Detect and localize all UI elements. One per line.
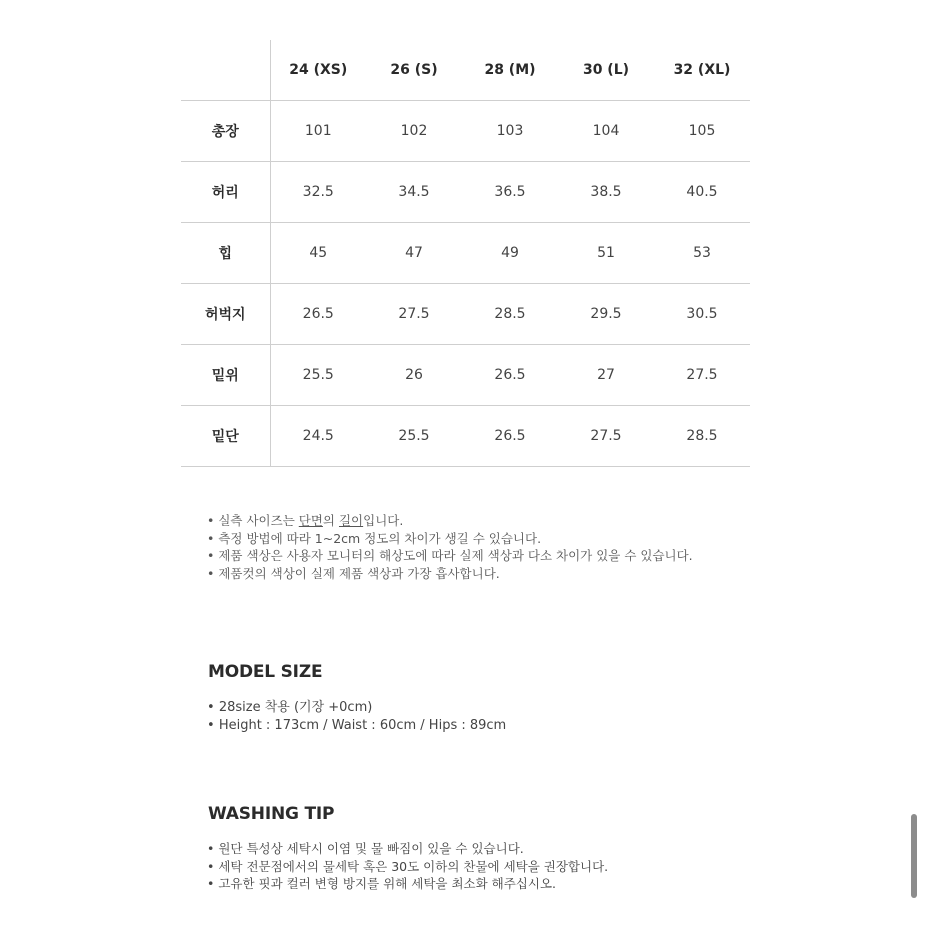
table-cell: 32.5 <box>270 162 366 223</box>
note-text: 실측 사이즈는 <box>218 513 299 528</box>
row-label: 밑단 <box>181 406 270 467</box>
washing-tip-item: • 세탁 전문점에서의 물세탁 혹은 30도 이하의 찬물에 세탁을 권장합니다. <box>207 858 608 876</box>
row-label: 밑위 <box>181 345 270 406</box>
table-cell: 47 <box>366 223 462 284</box>
table-cell: 28.5 <box>462 284 558 345</box>
note-underlined-text: 단면 <box>298 513 323 528</box>
table-cell: 104 <box>558 101 654 162</box>
size-header: 24 (XS) <box>270 40 366 101</box>
table-cell: 24.5 <box>270 406 366 467</box>
table-cell: 40.5 <box>654 162 750 223</box>
model-size-item: • 28size 착용 (기장 +0cm) <box>207 699 506 717</box>
table-row <box>181 101 750 162</box>
note-underlined-text: 길이 <box>338 513 364 528</box>
table-cell: 51 <box>558 223 654 284</box>
table-row <box>181 406 750 467</box>
table-row <box>181 345 750 406</box>
table-cell: 28.5 <box>654 406 750 467</box>
washing-tip-title: WASHING TIP <box>208 804 335 824</box>
table-cell: 53 <box>654 223 750 284</box>
table-cell: 27 <box>558 345 654 406</box>
table-cell: 36.5 <box>462 162 558 223</box>
table-cell: 27.5 <box>366 284 462 345</box>
table-cell: 49 <box>462 223 558 284</box>
size-table <box>181 40 750 467</box>
size-notes <box>207 512 693 582</box>
table-cell: 26.5 <box>462 406 558 467</box>
size-header: 28 (M) <box>462 40 558 101</box>
model-size-list <box>207 699 506 735</box>
table-cell: 101 <box>270 101 366 162</box>
table-cell: 27.5 <box>558 406 654 467</box>
size-header: 32 (XL) <box>654 40 750 101</box>
scrollbar-thumb[interactable] <box>911 814 917 898</box>
row-label: 허벅지 <box>181 284 270 345</box>
row-label: 허리 <box>181 162 270 223</box>
table-cell: 27.5 <box>654 345 750 406</box>
note-text: 의 <box>322 513 339 528</box>
table-cell: 102 <box>366 101 462 162</box>
table-cell: 45 <box>270 223 366 284</box>
table-cell: 25.5 <box>270 345 366 406</box>
note-item: • 측정 방법에 따라 1~2cm 정도의 차이가 생길 수 있습니다. <box>207 530 693 548</box>
table-row <box>181 162 750 223</box>
note-item: • 제품컷의 색상이 실제 제품 색상과 가장 흡사합니다. <box>207 565 693 583</box>
table-corner <box>181 40 270 101</box>
table-cell: 103 <box>462 101 558 162</box>
table-row <box>181 284 750 345</box>
table-cell: 26.5 <box>462 345 558 406</box>
size-header: 30 (L) <box>558 40 654 101</box>
table-row <box>181 223 750 284</box>
table-cell: 34.5 <box>366 162 462 223</box>
table-cell: 29.5 <box>558 284 654 345</box>
washing-tip-list <box>207 840 608 893</box>
size-header: 26 (S) <box>366 40 462 101</box>
washing-tip-item: • 원단 특성상 세탁시 이염 및 물 빠짐이 있을 수 있습니다. <box>207 840 608 858</box>
note-text: 입니다. <box>363 513 404 528</box>
note-item <box>207 512 693 530</box>
note-item: • 제품 색상은 사용자 모니터의 해상도에 따라 실제 색상과 다소 차이가 있을 수 있습니다. <box>207 547 693 565</box>
model-size-title: MODEL SIZE <box>208 662 323 682</box>
table-cell: 105 <box>654 101 750 162</box>
table-cell: 26 <box>366 345 462 406</box>
table-cell: 30.5 <box>654 284 750 345</box>
table-cell: 38.5 <box>558 162 654 223</box>
row-label: 힙 <box>181 223 270 284</box>
table-cell: 25.5 <box>366 406 462 467</box>
model-size-item: • Height : 173cm / Waist : 60cm / Hips : 89cm <box>207 717 506 735</box>
size-header-row <box>181 40 750 101</box>
table-cell: 26.5 <box>270 284 366 345</box>
washing-tip-item: • 고유한 핏과 컬러 변형 방지를 위해 세탁을 최소화 해주십시오. <box>207 875 608 893</box>
row-label: 총장 <box>181 101 270 162</box>
